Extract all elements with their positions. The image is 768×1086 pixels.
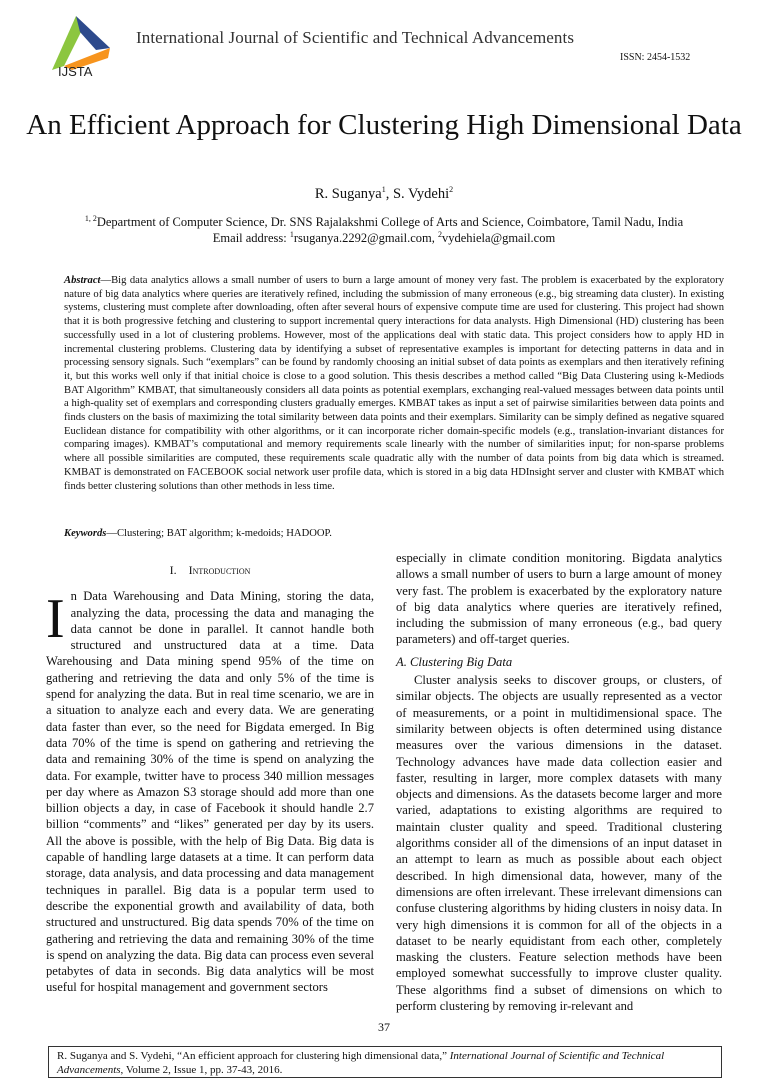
author-2-sup: 2 — [449, 185, 454, 195]
email-1-sup: 1 — [289, 229, 294, 239]
citation-text-b: , Volume 2, Issue 1, pp. 37-43, 2016. — [120, 1064, 283, 1076]
affiliation-text: Department of Computer Science, Dr. SNS Rajalakshmi College of Arts and Science, Coimbatore, Tamil Nadu, India — [96, 215, 684, 229]
citation-footer — [48, 1046, 722, 1078]
abstract — [64, 274, 724, 493]
citation-journal: International Journal of Scientific and Technical Advancements — [57, 1050, 665, 1076]
abstract-label: Abstract — [64, 275, 101, 286]
keywords — [64, 528, 724, 539]
author-1: R. Suganya — [314, 186, 382, 202]
email-label: Email address: — [212, 231, 290, 245]
email-1: rsuganya.2292@gmail.com, — [293, 231, 438, 245]
intro-heading — [46, 562, 374, 578]
subsection-heading: A. Clustering Big Data — [396, 654, 513, 669]
email-2-sup: 2 — [437, 229, 442, 239]
keywords-text: —Clustering; BAT algorithm; k-medoids; HADOOP. — [106, 528, 332, 539]
citation-text-a: R. Suganya and S. Vydehi, “An efficient approach for clustering high dimensional data,” — [57, 1050, 450, 1062]
logo-blue-shape — [76, 16, 110, 50]
page-number: 37 — [378, 1020, 390, 1034]
authors — [0, 186, 768, 203]
paper-title: An Efficient Approach for Clustering High Dimensional Data — [26, 109, 742, 141]
right-column — [396, 550, 722, 1014]
intro-dropcap: I — [46, 588, 65, 651]
intro-continued: especially in climate condition monitoring. Bigdata analytics allows a small number of users to burn a large amount of money very fast. The problem is exacerbated by the exploratory nature of big data analytics where queries are iteratively refined, including the submission of many erroneous (e.g., bad query parameters) and off-target queries. — [396, 551, 722, 647]
abstract-text: —Big data analytics allows a small number of users to burn a large amount of money very fast. The problem is exacerbated by the exploratory nature of big data analytics where queries are iteratively refined, including the submission of many erroneous (e.g., big streaming data cluster). In existing systems, clustering must complete after downloading, often after several hours of expensive compute time are used for clustering. This project had shown that it is both progressive fetching and clustering to support incremental query interactions for data analysts. High Dimensional (HD) clustering has been successfully used in a lot of clustering problems. However, most of the applications deal with static data. This project considers how to apply HD in incremental clustering problems. Clustering data by identifying a subset of representative examples is important for detecting patterns in data and in processing sensory signals. Such “exemplars” can be found by randomly choosing an initial subset of data points as exemplars and then iteratively refining it, but this works well only if that initial choice is close to a good solution. This thesis describes a method called “Big Data Clustering using k-Mediods BAT Algorithm” KMBAT, that simultaneously considers all data points as potential exemplars, exchanging real-valued messages between data points until a high-quality set of exemplars and corresponding clusters gradually emerges. KMBAT takes as input a set of pairwise similarities between data points and finds clusters on the basis of maximizing the total similarity between data points and their exemplars. Similarity can be simply defined as negative squared Euclidean distance for compatibility with other algorithms, or it can incorporate richer domain-specific models (e.g., translation-invariant distances for comparing images). KMBAT’s computational and memory requirements scale linearly with the number of similarities input; for non-sparse problems where all possible similarities are computed, these requirements scale quadratic ally with the number of data points from big data which is streamed. KMBAT is demonstrated on FACEBOOK social network user profile data, which is stored in a big data HDInsight server and cluster with KMBAT which finds better clustering solutions than other methods in less time. — [64, 275, 724, 492]
author-1-sup: 1 — [381, 185, 386, 195]
author-2: , S. Vydehi — [385, 186, 450, 202]
intro-title: Introduction — [188, 563, 251, 577]
left-column — [46, 562, 374, 996]
affiliation — [0, 214, 768, 230]
subsection-text: Cluster analysis seeks to discover groups, or clusters, of similar objects. The objects are usually represented as a vector of measurements, or a point in multidimensional space. The similarity between objects is often determined using distance measures over the various dimensions in the dataset. Technology advances have made data collection easier and faster, resulting in larger, more complex datasets with many objects and dimensions. As the datasets become larger and more varied, adaptations to existing algorithms are required to maintain cluster quality and speed. Traditional clustering algorithms consider all of the dimensions of an input dataset in an attempt to learn as much as possible about each object described. In high dimensional data, however, many of the dimensions are often irrelevant. These irrelevant dimensions can confuse clustering algorithms by hiding clusters in noisy data. In very high dimensions it is common for all of the objects in a dataset to be nearly equidistant from each other, completely masking the clusters. Feature selection methods have been employed somewhat successfully to improve cluster quality. These algorithms find a subset of dimensions on which to perform clustering by removing ir-relevant and — [396, 673, 722, 1014]
email-line — [0, 230, 768, 246]
email-2: vydehiela@gmail.com — [441, 231, 556, 245]
affiliation-sup: 1, 2 — [84, 213, 97, 223]
intro-paragraph — [46, 588, 374, 995]
keywords-label: Keywords — [64, 528, 107, 539]
journal-name: International Journal of Scientific and Technical Advancements — [136, 28, 575, 47]
intro-text: n Data Warehousing and Data Mining, storing the data, analyzing the data, processing the data and managing the data cannot be done in parallel. It cannot handle both structured and unstructured data at a time. Data Warehousing and Data mining spend 95% of the time on gathering and retrieving the data and only 5% of the time is spend for analyzing the data. But in real time scenario, we are in a situation to analyze each and every data. We are generating data faster than ever, so the need for Bigdata emerged. In Big data 70% of the time is spend on gathering and retrieving the data and remaining 30% of the time is spend on analyzing the data. For example, twitter have to process 340 million messages per day where as Amazon S3 storage should add more than one billion objects a day, in case of Facebook it should handle 2.7 billion “comments” and “likes” generated per day by its users. All the above is possible, with the help of Big Data. Big data is capable of handling large datasets at a time. It can perform data storage, data analysis, and data processing and data management techniques in parallel. Big data is a popular term used to describe the exponential growth and availability of data, both structured and unstructured. Big data spends 70% of the time on gathering and retrieving the data and remaining 30% of the time is spend on analyzing the data. Big data can process even several petabytes of data in seconds. Big data analytics will be most useful for hospital management and government sectors — [46, 589, 374, 995]
issn: ISSN: 2454-1532 — [620, 52, 691, 63]
logo-text: IJSTA — [58, 64, 93, 79]
intro-number: I. — [169, 563, 177, 577]
